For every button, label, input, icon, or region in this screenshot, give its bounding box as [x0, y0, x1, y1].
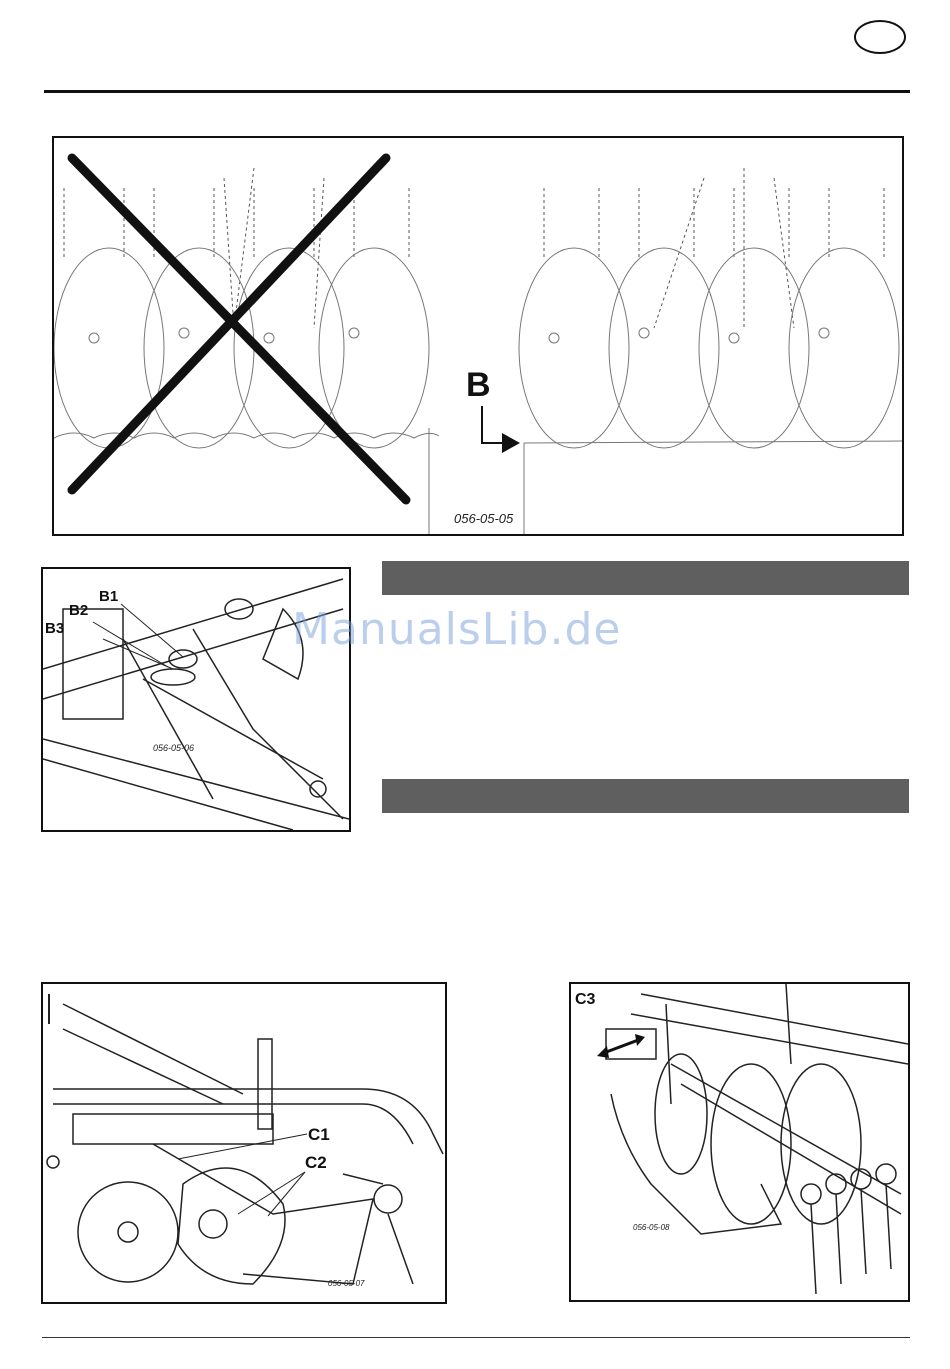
label-c3: C3	[575, 991, 596, 1008]
section-bar-2	[382, 779, 909, 813]
label-b3: B3	[45, 620, 65, 637]
label-b2: B2	[69, 602, 89, 619]
label-b: B	[466, 366, 491, 404]
figure-code: 056-05-06	[153, 743, 195, 753]
section-bar-1	[382, 561, 909, 595]
c-left-drawing	[43, 984, 445, 1302]
figure-code: 056-05-05	[454, 511, 514, 526]
figure-code: 056-05-07	[328, 1279, 365, 1288]
figure-c-left	[41, 982, 447, 1304]
footer-rule	[42, 1337, 910, 1338]
label-c1: C1	[308, 1125, 330, 1144]
watermark: ManualsLib.de	[292, 604, 622, 655]
header-rule	[44, 90, 910, 93]
label-b1: B1	[99, 588, 119, 605]
c-right-drawing	[571, 984, 908, 1300]
figure-c-right	[569, 982, 910, 1302]
language-badge	[854, 20, 906, 54]
figure-disc-alignment	[52, 136, 904, 536]
disc-alignment-drawing	[54, 138, 902, 534]
label-c2: C2	[305, 1153, 327, 1172]
figure-code: 056-05-08	[633, 1223, 670, 1232]
